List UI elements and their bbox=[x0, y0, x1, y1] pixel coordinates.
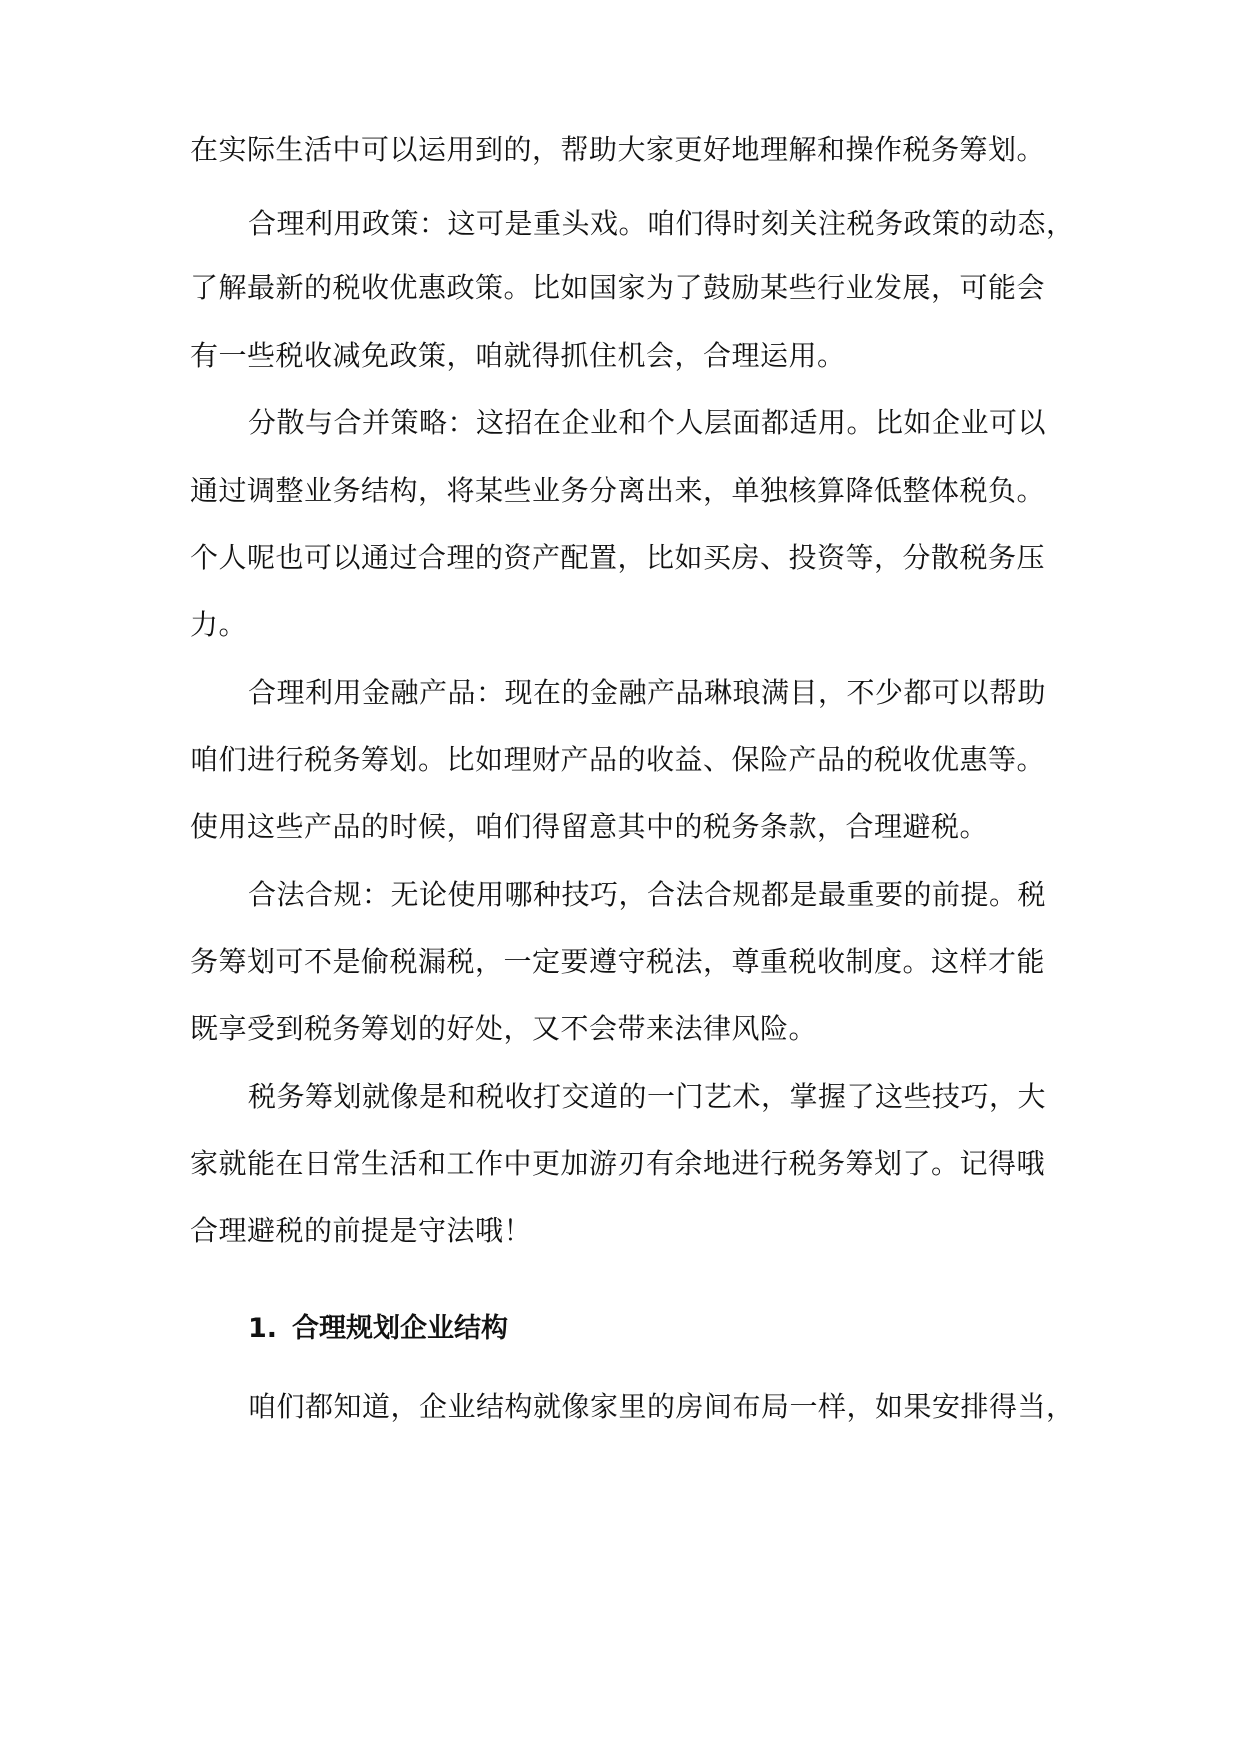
text-line: 合理避税的前提是守法哦！ bbox=[190, 1214, 533, 1247]
text-line: 合理利用金融产品：现在的金融产品琳琅满目，不少都可以帮助 bbox=[248, 676, 1047, 709]
text-line: 合法合规：无论使用哪种技巧，合法合规都是最重要的前提。税 bbox=[248, 878, 1047, 911]
section-heading bbox=[248, 1309, 508, 1349]
text-line: 使用这些产品的时候，咱们得留意其中的税务条款，合理避税。 bbox=[190, 810, 989, 843]
text-line: 税务筹划就像是和税收打交道的一门艺术，掌握了这些技巧，大 bbox=[248, 1080, 1047, 1113]
text-line: 家就能在日常生活和工作中更加游刃有余地进行税务筹划了。记得哦 bbox=[190, 1147, 1046, 1180]
text-line: 务筹划可不是偷税漏税，一定要遵守税法，尊重税收制度。这样才能 bbox=[190, 945, 1046, 978]
text-line: 力。 bbox=[190, 608, 248, 641]
section-number: 1. bbox=[248, 1313, 278, 1344]
text-line: 分散与合并策略：这招在企业和个人层面都适用。比如企业可以 bbox=[248, 406, 1047, 439]
text-line: 个人呢也可以通过合理的资产配置，比如买房、投资等，分散税务压 bbox=[190, 541, 1046, 574]
text-line: 有一些税收减免政策，咱就得抓住机会，合理运用。 bbox=[190, 339, 846, 372]
text-line: 了解最新的税收优惠政策。比如国家为了鼓励某些行业发展，可能会 bbox=[190, 271, 1046, 304]
text-line: 合理利用政策：这可是重头戏。咱们得时刻关注税务政策的动态， bbox=[248, 207, 1075, 240]
text-line: 咱们进行税务筹划。比如理财产品的收益、保险产品的税收优惠等。 bbox=[190, 743, 1046, 776]
text-line: 通过调整业务结构，将某些业务分离出来，单独核算降低整体税负。 bbox=[190, 474, 1046, 507]
text-line: 在实际生活中可以运用到的，帮助大家更好地理解和操作税务筹划。 bbox=[190, 133, 1046, 166]
text-line: 既享受到税务筹划的好处，又不会带来法律风险。 bbox=[190, 1012, 818, 1045]
section-title: 合理规划企业结构 bbox=[292, 1313, 508, 1344]
text-line: 咱们都知道，企业结构就像家里的房间布局一样，如果安排得当， bbox=[248, 1390, 1075, 1423]
